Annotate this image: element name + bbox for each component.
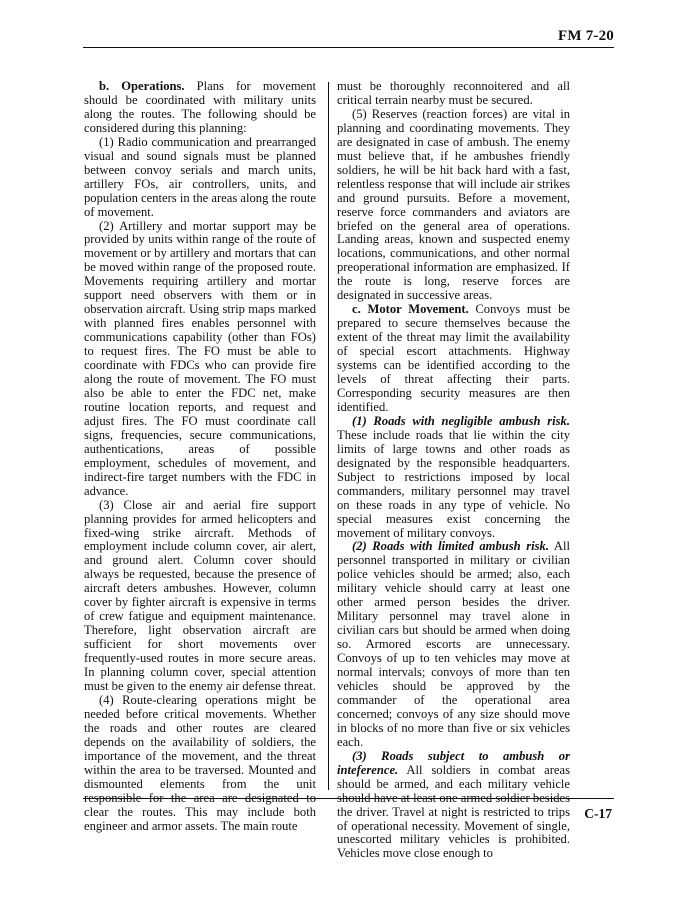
right-column [337, 80, 570, 861]
paragraph-text: (1) Radio communication and prearranged visual and sound signals must be planned between convoy serials and march units, artillery FOs, air controllers, units, and population centers in the areas along the route of movement. [84, 134, 316, 219]
paragraph-text: must be thoroughly reconnoitered and all critical terrain nearby must be secured. [337, 79, 570, 107]
paragraph-para-5 [337, 108, 570, 303]
column-divider [328, 82, 329, 790]
paragraph-subheading: (2) Roads with limited ambush risk. [352, 539, 549, 554]
manual-label: FM 7-20 [558, 28, 614, 44]
paragraph-text: (2) Artillery and mortar support may be provided by units within range of the route of movement or by artillery and mortars that can be moved within range of the proposed route. Movements requiring artillery and mortar support need observers with them or in observation aircraft. Using strip maps marked with planned fires enables personnel with communications capability (other than FOs) to request fires. The FO must be able to coordinate with FDCs who can provide fire along the route of movement. The FO must also be able to enter the FDC net, make routine location reports, and request and adjust fires. The FO must coordinate call signs, frequencies, secure communications, authentications, areas of possible employment, schedules of movement, and indirect-fire target numbers with the FDC in advance. [84, 218, 316, 498]
paragraph-heading: c. Motor Movement. [352, 302, 469, 317]
paragraph-para-c [337, 303, 570, 415]
paragraph-para-4 [84, 694, 316, 834]
paragraph-subheading: (3) Roads subject to ambush or inteference. [337, 748, 570, 777]
paragraph-heading: b. Operations. [99, 79, 185, 93]
paragraph-text: All personnel transported in military or civilian police vehicles should be armed; also, each military vehicle should carry at least one other armed person besides the driver. Military personnel may travel alone in civilian cars but should be armed when doing so. Armored escorts are unnecessary. Convoys of up to ten vehicles may move at normal intervals; convoys of more than ten vehicles should be approved by the commander of the operational area concerned; convoys of any size should move in blocks of no more than five or six vehicles each. [337, 539, 570, 749]
paragraph-text: Plans for movement should be coordinated with military units along the routes. The following should be considered during this planning: [84, 79, 316, 135]
paragraph-text: (4) Route-clearing operations might be needed before critical movements. Whether the roads and other routes are cleared depends on the availability of soldiers, the importance of the movement, and the threat within the area to be traversed. Mounted and dismounted elements from the unit responsible for the area are designated to clear the routes. This may include both engineer and armor assets. The main route [84, 692, 316, 833]
paragraph-para-1 [84, 136, 316, 220]
paragraph-para-c2 [337, 540, 570, 749]
paragraph-para-3 [84, 499, 316, 694]
paragraph-text: All soldiers in combat areas should be armed, and each military vehicle should have at least one armed soldier besides the driver. Travel at night is restricted to trips of operational necessity. Movement of single, unescorted military vehicles is prohibited. Vehicles move close enough to [337, 762, 570, 861]
paragraph-para-4-cont [337, 80, 570, 108]
paragraph-text: Convoys must be prepared to secure themselves because the extent of the threat may limit the availability of special escort attachments. Highway systems can be identified according to the levels of threat affecting their parts. Corresponding security measures are then identified. [337, 302, 570, 414]
paragraph-text: (5) Reserves (reaction forces) are vital in planning and coordinating movements. They are designated in case of ambush. The enemy must believe that, if he ambushes friendly soldiers, he will be hit back hard with a fast, relentless response that will include air strikes and ground pursuits. Before a movement, reserve force commanders and aviators are briefed on the general area of operations. Landing areas, known and suspected enemy locations, communications, and other normal preoperational information are emphasized. If the route is long, reserve forces are designated in successive areas. [337, 106, 570, 303]
paragraph-subheading: (1) Roads with negligible ambush risk. [352, 413, 570, 428]
paragraph-para-b [84, 80, 316, 136]
paragraph-para-2 [84, 220, 316, 499]
page-number: C-17 [584, 806, 612, 821]
paragraph-para-c3 [337, 750, 570, 862]
paragraph-text: (3) Close air and aerial fire support planning provides for armed helicopters and fixed-wing strike aircraft. Methods of employment include column cover, air alert, and ground alert. Column cover should always be requested, because the presence of aircraft deters ambushes. However, column cover by fighter aircraft is expensive in terms of crew fatigue and equipment maintenance. Therefore, light observation aircraft are sufficient for short movements over frequently-used routes in more secure areas. In planning column cover, special attention must be given to the enemy air defense threat. [84, 497, 316, 693]
paragraph-para-c1 [337, 415, 570, 541]
paragraph-text: These include roads that lie within the city limits of large towns and other roads as designated by the responsible headquarters. Subject to restrictions imposed by local commanders, military personnel may travel on these roads in any type of vehicle. No special measures exist concerning the movement of military convoys. [337, 427, 570, 540]
footer-rule [83, 798, 614, 799]
header-rule [83, 47, 614, 48]
left-column [84, 80, 316, 833]
